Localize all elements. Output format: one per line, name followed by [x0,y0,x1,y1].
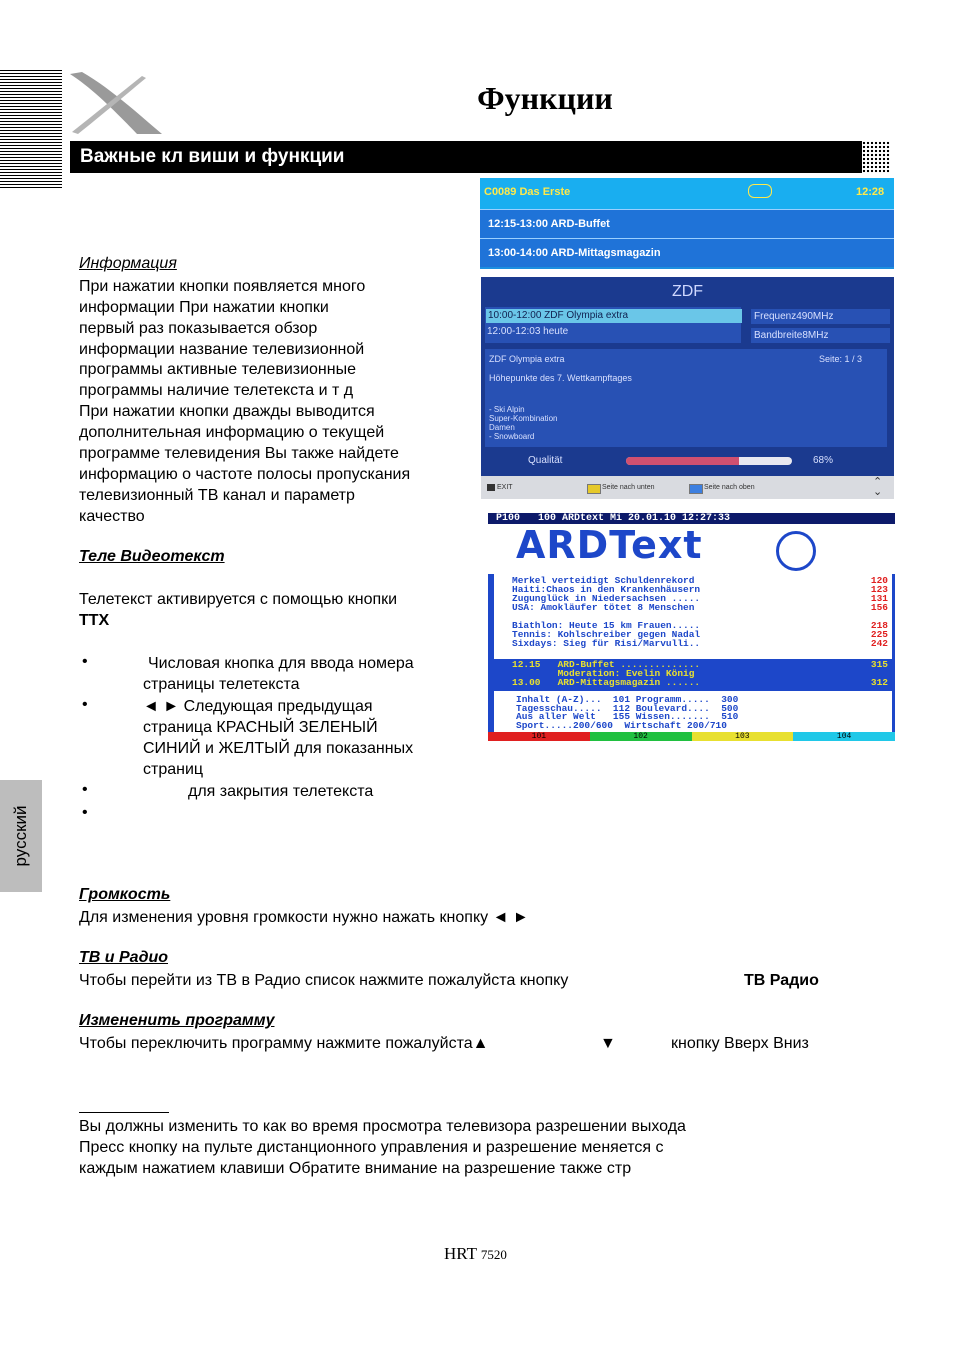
program-text: кнопку Вверх Вниз [671,1035,809,1052]
bullet: • [82,696,88,713]
teletext-line-text: 12.15 ARD-Buffet .............. [512,659,701,670]
teletext-heading: Теле Видеотекст [79,548,225,565]
epg-row: 13:00-14:00 ARD-Mittagsmagazin [480,238,894,267]
info-line: качество [79,508,145,525]
teletext-line-text: Zugunglück in Niedersachsen ..... [512,593,701,604]
teletext-line-text: 13.00 ARD-Mittagsmagazin ...... [512,677,701,688]
bullet-text: для закрытия телетекста [188,783,374,800]
bullet-text: страницы телетекста [143,676,300,693]
info-desc-title: ZDF Olympia extra [489,354,565,364]
colorbar-yellow[interactable]: 103 [692,732,794,741]
language-label: русский [11,805,30,867]
resolution-underline [79,1112,169,1113]
screenshot-epg-bar [480,178,894,269]
bullet-text: Числовая кнопка для ввода номера [148,655,414,672]
teletext-line [512,638,888,649]
resolution-line: Пресс кнопку на пульте дистанционного управления и разрешение меняется с [79,1139,664,1156]
tvradio-key: ТВ Радио [744,972,819,989]
info-line: первый раз показывается обзор [79,320,318,337]
teletext-line-text: Moderation: Evelin König [512,668,695,679]
updown-arrows-icon: ⌃ ⌄ [873,476,883,498]
epg-channel: C0089 Das Erste [484,186,571,198]
teletext-logo: ARDText [516,523,703,567]
teletext-page-number: 312 [870,677,888,688]
teletext-line-text: Haiti:Chaos in den Krankenhäusern [512,584,701,595]
yellow-key-icon [587,484,601,494]
info-page: Seite: 1 / 3 [819,354,863,364]
teletext-page-number: 225 [870,629,888,640]
quality-bar-fill [626,457,739,465]
bullet-text: страниц [143,761,204,778]
info-line: программы наличие телетекста и т д [79,382,354,399]
bullet: • [82,781,88,798]
info-line: При нажатии кнопки дважды выводится [79,403,375,420]
info-line: информацию о частоте полосы пропускания [79,466,411,483]
teletext-line-text: Tennis: Kohlschreiber gegen Nadal [512,629,701,640]
info-line: При нажатии кнопки появляется много [79,278,366,295]
quality-percent: 68% [813,455,834,466]
teletext-page-number: 156 [870,602,888,613]
exit-key-icon [487,484,495,491]
teletext-line-text: Biathlon: Heute 15 km Frauen..... [512,620,701,631]
teletext-line-text: Merkel verteidigt Schuldenrekord [512,575,695,586]
epg-time: 12:28 [856,186,885,198]
info-frequency: Frequenz490MHz [751,309,890,324]
info-line: программы активные телевизионные [79,361,356,378]
page-down-label: Seite nach unten [602,484,655,491]
info-bandwidth: Bandbreite8MHz [751,328,890,343]
bullet-text: ◄ ► Следующая предыдущая [143,698,373,715]
teletext-page-number: 123 [870,584,888,595]
teletext-index-line: Aus aller Welt 155 Wissen....... 510 [516,711,739,722]
teletext-colorbar [488,732,895,741]
epg-row: 12:15-13:00 ARD-Buffet [480,209,894,238]
teletext-page-number: 242 [870,638,888,649]
page-title: Функции [477,80,613,116]
info-bottom-bar [481,476,894,499]
teletext-line [512,677,888,688]
teletext-page-number: 218 [870,620,888,631]
teletext-intro: Телетекст активируется с помощью кнопки [79,591,398,608]
teletext-index-line: Tagesschau..... 112 Boulevard.... 500 [516,702,739,714]
section-bar-dots [850,141,890,173]
section-title: Важные кл виши и функции [80,146,345,167]
info-line: программе телевидения Вы также найдете [79,445,399,462]
quality-bar [626,457,792,465]
teletext-line [512,602,888,613]
colorbar-cyan[interactable]: 104 [793,732,895,741]
resolution-line: Вы должны изменить то как во время просмотра телевизора разрешении выхода [79,1118,686,1135]
teletext-page-number: 120 [870,575,888,586]
program-heading: Измененить программу [79,1012,275,1029]
program-text: Чтобы переключить программу нажмите пожалуйста▲ [79,1035,489,1052]
info-line: информации При нажатии кнопки [79,299,329,316]
quality-label: Qualität [528,455,563,466]
colorbar-red[interactable]: 101 [488,732,590,741]
program-down-symbol: ▼ [600,1035,616,1052]
bullet: • [82,804,88,821]
tv-icon [748,184,772,198]
info-line: информации название телевизионной [79,341,365,358]
teletext-index-line: Sport.....200/600 Wirtschaft 200/710 [516,719,727,731]
teletext-logo-emblem-icon [776,531,816,571]
teletext-key: TTX [79,612,110,629]
colorbar-green[interactable]: 102 [590,732,692,741]
tvradio-heading: ТВ и Радио [79,949,168,966]
info-line: дополнительная информацию о текущей [79,424,385,441]
footer-model: HRT 7520 [444,1244,507,1263]
info-program-selected: 10:00-12:00 ZDF Olympia extra [486,309,742,323]
blue-key-icon [689,484,703,494]
teletext-header: P100 100 ARDtext Mi 20.01.10 12:27:33 [488,513,895,524]
teletext-index-line: Inhalt (A-Z)... 101 Programm..... 300 [516,694,739,705]
exit-label: EXIT [497,484,513,491]
info-program-item: 12:00-12:03 heute [487,326,569,337]
resolution-line: каждым нажатием клавиши Обратите внимание на разрешение также стр [79,1160,632,1177]
info-desc-sub: Höhepunkte des 7. Wettkampftages [489,373,632,383]
info-line: телевизионный ТВ канал и параметр [79,487,355,504]
info-desc-lines: - Ski Alpin Super-Kombination Damen - Snowboard [489,405,558,441]
teletext-line-text: Sixdays: Sieg für Risi/Marvulli.. [512,638,701,649]
teletext-page-number: 131 [870,593,888,604]
page-up-label: Seite nach oben [704,484,755,491]
screenshot-teletext [488,513,895,741]
volume-heading: Громкость [79,886,171,903]
tvradio-text: Чтобы перейти из ТВ в Радио список нажмите пожалуйста кнопку [79,972,569,989]
teletext-page-number: 315 [870,659,888,670]
info-heading: Информация [79,255,177,272]
volume-text: Для изменения уровня громкости нужно нажать кнопку ◄ ► [79,909,529,926]
info-channel-name: ZDF [671,283,704,300]
bullet-text: СИНИЙ и ЖЕЛТЫЙ для показанных [143,740,414,757]
bullet-text: страница КРАСНЫЙ ЗЕЛЕНЫЙ [143,719,378,736]
teletext-line-text: USA: Amokläufer tötet 8 Menschen [512,602,695,613]
bullet: • [82,653,88,670]
screenshot-info-panel [481,277,894,499]
